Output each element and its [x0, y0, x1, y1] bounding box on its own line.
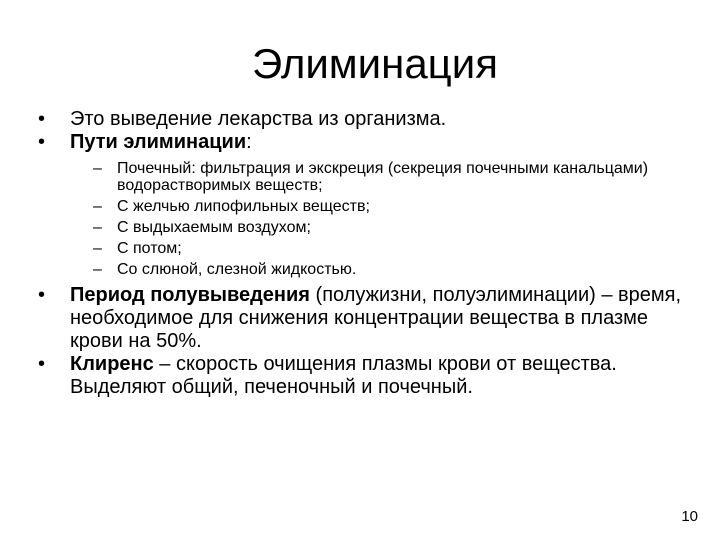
sub-item-sweat: [93, 240, 698, 257]
sub-item-text: Со слюной, слезной жидкостью.: [117, 261, 357, 278]
bullet-rest: – скорость очищения плазмы крови от вещества. Выделяют общий, печеночный и почечный.: [70, 353, 617, 398]
sub-item-saliva: [93, 261, 698, 278]
bullet-marker: •: [38, 353, 46, 375]
bullet-text: [70, 353, 698, 399]
sub-item-text: С потом;: [117, 240, 182, 257]
sub-item-renal: [93, 160, 698, 194]
bullet-bold-term: Период полувыведения: [70, 284, 310, 306]
bullet-text: [70, 284, 698, 353]
bullet-bold-term: Клиренс: [70, 353, 154, 375]
slide-title: Элиминация: [252, 40, 498, 87]
sub-item-exhaled-air: [93, 219, 698, 236]
bullet-item-half-life: [38, 284, 698, 353]
sub-item-text: Почечный: фильтрация и экскреция (секреция почечными канальцами) водорастворимых веществ;: [117, 160, 649, 194]
sub-marker: –: [93, 198, 102, 215]
bullet-rest: :: [246, 131, 252, 153]
bullet-marker: •: [38, 131, 46, 153]
sub-marker: –: [93, 240, 102, 257]
bullet-marker: •: [38, 108, 46, 130]
bullet-text: [70, 131, 698, 154]
sub-marker: –: [93, 261, 102, 278]
bullet-bold-term: Пути элиминации: [70, 131, 247, 153]
bullet-item-clearance: [38, 353, 698, 399]
bullet-marker: •: [38, 284, 46, 306]
bullet-item-definition: [38, 108, 698, 131]
sub-marker: –: [93, 160, 102, 177]
slide-body: [38, 108, 698, 399]
sub-item-text: С желчью липофильных веществ;: [117, 198, 370, 215]
sub-marker: –: [93, 219, 102, 236]
sub-item-bile: [93, 198, 698, 215]
sub-item-text: С выдыхаемым воздухом;: [117, 219, 311, 236]
bullet-text: Это выведение лекарства из организма.: [70, 108, 447, 130]
routes-sub-list: [93, 160, 698, 278]
page-number: 10: [681, 508, 698, 525]
bullet-item-routes: [38, 131, 698, 154]
bullet-rest: (полужизни, полуэлиминации) – время, необходимое для снижения концентрации вещества в плазме крови на 50%.: [70, 284, 682, 352]
